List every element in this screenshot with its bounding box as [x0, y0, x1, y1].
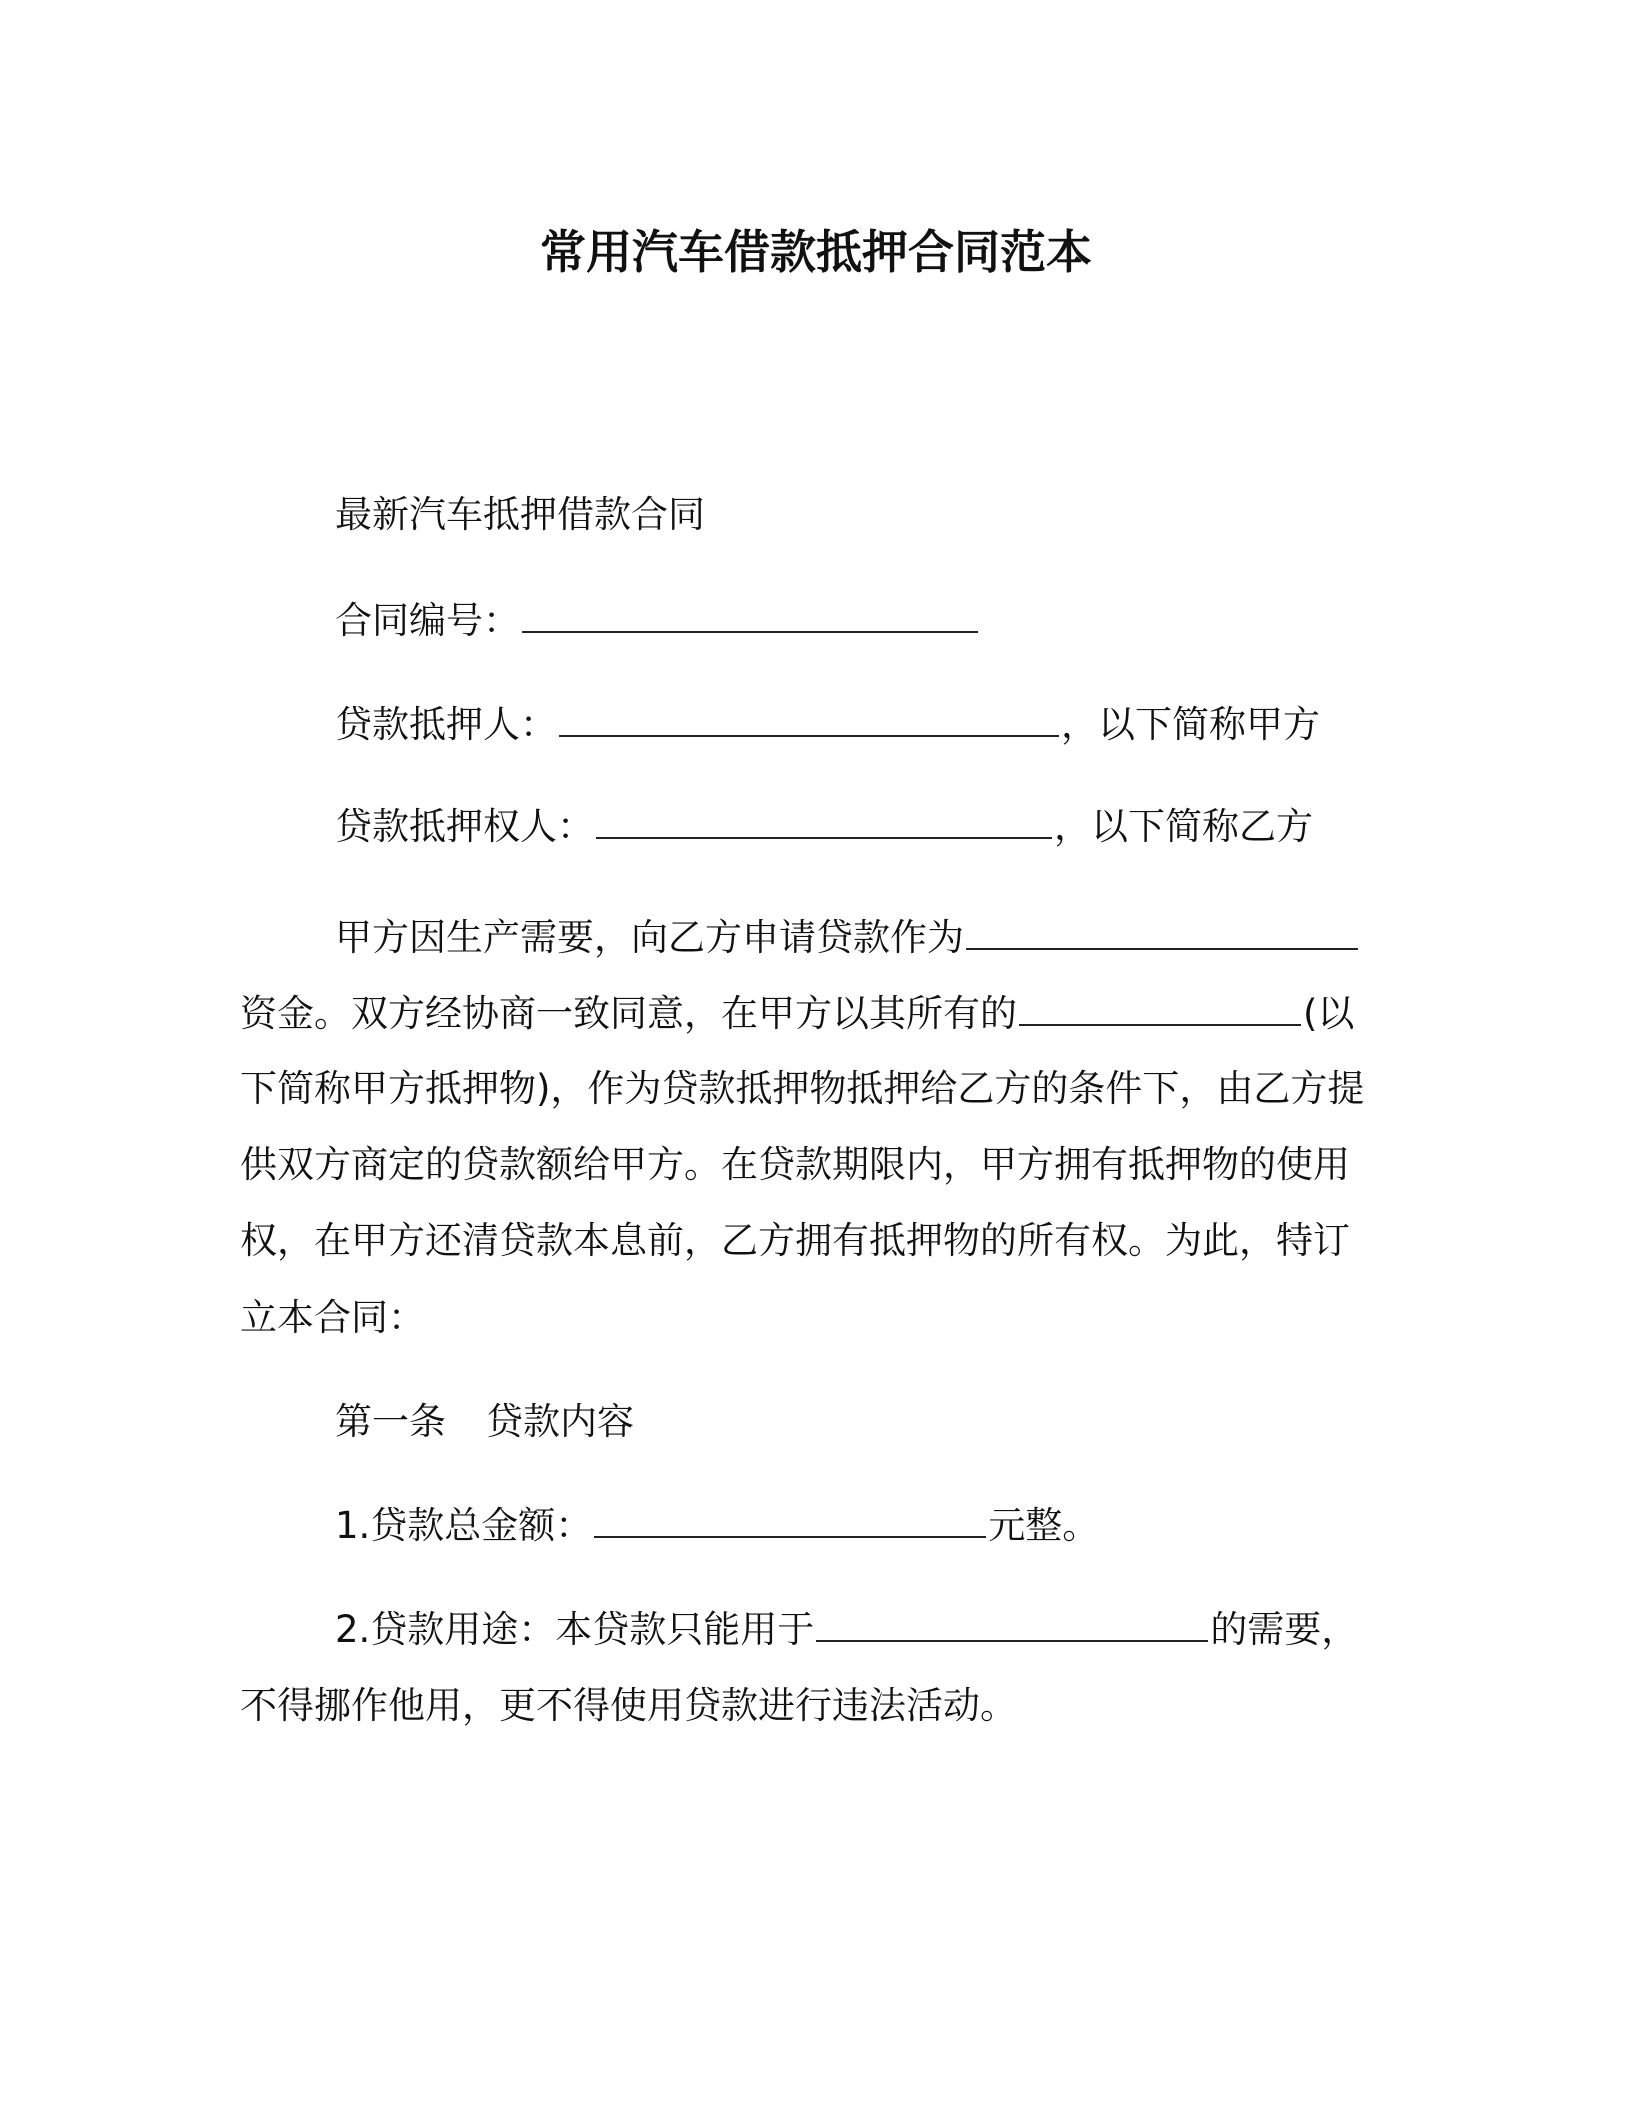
loan-usage-blank [816, 1608, 1208, 1642]
paragraph1-line1 [335, 913, 1360, 963]
paragraph1-line4: 供双方商定的贷款额给甲方。在贷款期限内，甲方拥有抵押物的使用 [240, 1143, 1350, 1186]
loan-amount-blank [594, 1504, 986, 1538]
document-subtitle: 最新汽车抵押借款合同 [335, 493, 705, 536]
paragraph1-text-2b: (以 [1303, 992, 1355, 1035]
item2-label: 2.贷款用途：本贷款只能用于 [335, 1608, 815, 1651]
contract-number-line [335, 596, 980, 646]
item1-line [335, 1501, 1099, 1551]
collateral-blank [1019, 992, 1301, 1026]
item1-label: 1.贷款总金额： [335, 1504, 593, 1547]
pledgee-suffix: ，以下简称乙方 [1054, 805, 1313, 848]
paragraph1-line6: 立本合同： [240, 1296, 425, 1339]
pledger-blank [559, 703, 1059, 737]
pledgee-line [335, 802, 1313, 852]
paragraph1-line5: 权，在甲方还清贷款本息前，乙方拥有抵押物的所有权。为此，特订 [240, 1219, 1350, 1262]
paragraph1-text-2a: 资金。双方经协商一致同意，在甲方以其所有的 [240, 992, 1017, 1035]
item2-line2: 不得挪作他用，更不得使用贷款进行违法活动。 [240, 1684, 1017, 1727]
document-title: 常用汽车借款抵押合同范本 [540, 225, 1092, 279]
article1-number: 第一条 [335, 1400, 446, 1443]
contract-number-label: 合同编号： [335, 599, 520, 642]
item2-suffix: 的需要， [1210, 1608, 1359, 1651]
paragraph1-line3: 下简称甲方抵押物)，作为贷款抵押物抵押给乙方的条件下，由乙方提 [240, 1067, 1365, 1110]
pledgee-label: 贷款抵押权人： [335, 805, 594, 848]
pledger-line [335, 700, 1320, 750]
contract-number-blank [522, 599, 978, 633]
paragraph1-text-1: 甲方因生产需要，向乙方申请贷款作为 [335, 916, 964, 959]
item1-suffix: 元整。 [988, 1504, 1100, 1547]
purpose-blank [966, 916, 1358, 950]
pledgee-blank [596, 805, 1052, 839]
paragraph1-line2 [240, 989, 1354, 1039]
article1-title: 贷款内容 [486, 1400, 634, 1443]
article1-heading [335, 1397, 634, 1447]
pledger-label: 贷款抵押人： [335, 703, 557, 746]
item2-line1 [335, 1605, 1358, 1655]
pledger-suffix: ，以下简称甲方 [1061, 703, 1320, 746]
